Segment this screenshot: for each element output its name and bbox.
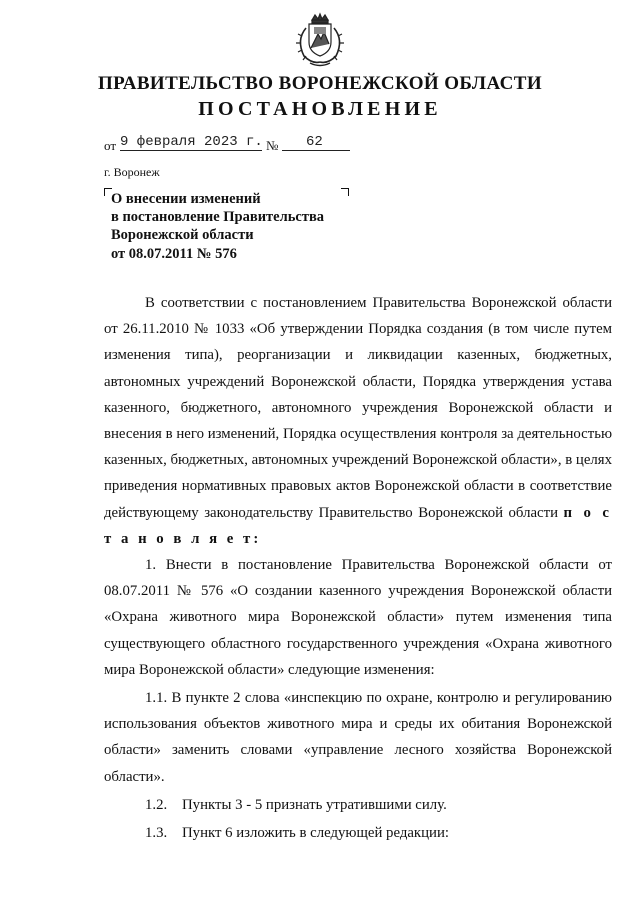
coat-of-arms-emblem xyxy=(288,12,352,70)
preamble-paragraph xyxy=(104,290,612,552)
number-underline xyxy=(282,150,350,151)
subject-line: от 08.07.2011 № 576 xyxy=(111,245,237,262)
city-name: г. Воронеж xyxy=(104,165,160,179)
paragraph-1-3: 1.3. Пункт 6 изложить в следующей редакции: xyxy=(145,825,449,842)
date-underline xyxy=(120,150,262,151)
resolves-word: п о с т а н о в л я е т: xyxy=(104,504,613,547)
date-value: 9 февраля 2023 г. xyxy=(120,134,263,150)
number-value: 62 xyxy=(306,134,323,150)
paragraph-1-2: 1.2. Пункты 3 - 5 признать утратившими силу. xyxy=(145,796,447,813)
date-prefix: от xyxy=(104,138,117,153)
document-type-title: ПОСТАНОВЛЕНИЕ xyxy=(198,98,442,120)
paragraph-1-1: 1.1. В пункте 2 слова «инспекцию по охране, контролю и регулированию использования объектов животного мира и среды их обитания Воронежской области» заменить словами «управление лесного хозяйства Воронежской области». xyxy=(104,690,612,785)
document-body xyxy=(104,290,612,846)
paragraph-1: 1. Внести в постановление Правительства Воронежской области от 08.07.2011 № 576 «О создании казенного учреждения Воронежской области «Охрана животного мира Воронежской области» путем изменения типа существующего областного государственного учреждения «Охрана животного мира Воронежской области» следующие изменения: xyxy=(104,557,612,678)
subject-block xyxy=(111,190,361,263)
subject-line: Воронежской области xyxy=(111,227,254,244)
preamble-text: В соответствии с постановлением Правительства Воронежской области от 26.11.2010 № 1033 «Об утверждении Порядка создания (в том числе путем изменения типа), реорганизации и ликвидации казенных, бюджетных, автономных учреждений Воронежской области, Порядка утверждения устава казенного, бюджетного, автономного учреждения Воронежской области и внесения в него изменений, Порядка осуществления контроля за деятельностью казенных, бюджетных, автономных учреждений Воронежской области», в целях приведения нормативных правовых актов Воронежской области в соответствие действующему законодательству Правительство Воронежской области xyxy=(104,295,612,521)
number-label: № xyxy=(266,138,279,153)
subject-line: в постановление Правительства xyxy=(111,209,325,226)
government-title: ПРАВИТЕЛЬСТВО ВОРОНЕЖСКОЙ ОБЛАСТИ xyxy=(97,73,543,94)
subject-line: О внесении изменений xyxy=(111,191,261,207)
